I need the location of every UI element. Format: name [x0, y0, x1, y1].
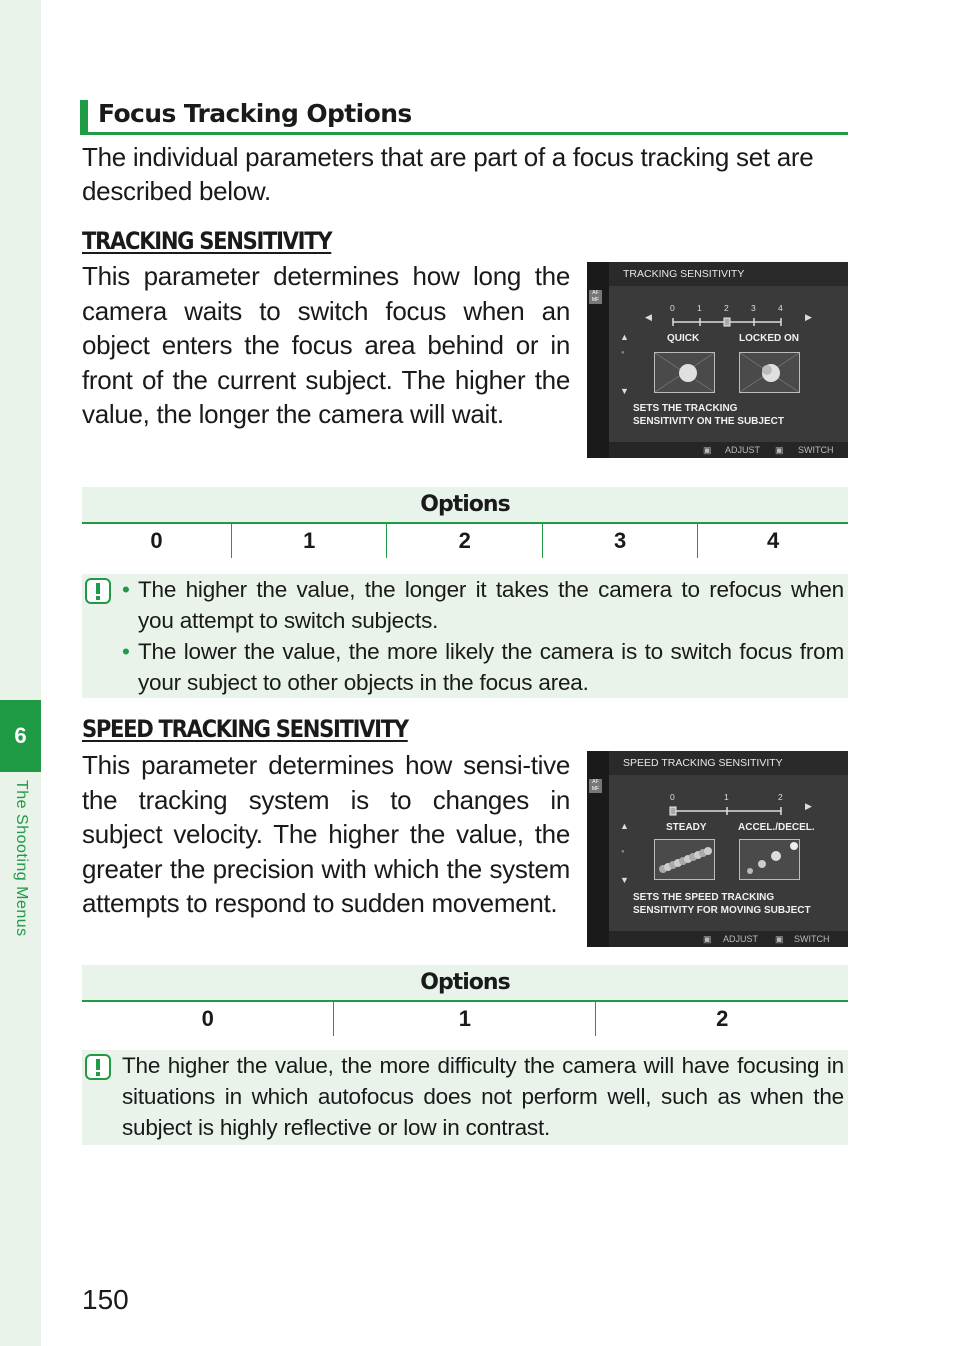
options-header: Options [82, 487, 848, 523]
caution-icon [85, 1054, 111, 1080]
left-arrow-icon: ◀ [645, 312, 652, 322]
scale-number: 2 [778, 792, 783, 802]
option-cell: 3 [542, 523, 697, 558]
caution-icon [85, 578, 111, 604]
note-text: The higher the value, the more difficulty the camera will have focusing in situations in which autofocus does not perform well, such as when the subject is highly reflective or low in contrast. [122, 1053, 844, 1140]
screen-title: TRACKING SENSITIVITY [609, 262, 848, 286]
scale-number: 3 [751, 303, 756, 313]
slider-handle [724, 318, 730, 326]
section-heading [80, 98, 848, 135]
right-arrow-icon: ▶ [805, 801, 812, 811]
speed-heading: SPEED TRACKING SENSITIVITY [82, 715, 408, 743]
heading-bar [80, 100, 88, 132]
accel-decel-label: ACCEL./DECEL. [738, 822, 815, 833]
tracking-screen-description: SETS THE TRACKING SENSITIVITY ON THE SUBJECT [633, 403, 784, 427]
slider-handle [670, 807, 676, 815]
sidebar [0, 0, 41, 1346]
up-arrow-icon: ▲ [620, 821, 629, 831]
chapter-tab: 6 [0, 700, 41, 772]
scale-number: 1 [724, 792, 729, 802]
option-cell: 1 [232, 523, 387, 558]
option-cell: 0 [82, 523, 232, 558]
scale-number: 4 [778, 303, 783, 313]
down-arrow-icon: ▼ [620, 875, 629, 885]
speed-body: This parameter determines how sensi-tive the tracking system is to changes in subject velocity. The higher the value, the greater the precision with which the system attempts to respond to sudden movement. [82, 750, 570, 918]
page-dot-icon: ● [621, 350, 625, 356]
locked-on-label: LOCKED ON [739, 333, 799, 344]
switch-icon: ▣ [775, 934, 784, 944]
steady-label: STEADY [666, 822, 707, 833]
up-arrow-icon: ▲ [620, 332, 629, 342]
scale-number: 0 [670, 303, 675, 313]
options-header: Options [82, 965, 848, 1001]
note-item: • The higher the value, the longer it takes the camera to refocus when you attempt to switch subjects. [122, 577, 844, 633]
tracking-scale [667, 314, 787, 330]
speed-screen-description: SETS THE SPEED TRACKING SENSITIVITY FOR MOVING SUBJECT [633, 892, 811, 916]
option-cell: 2 [716, 1006, 729, 1031]
option-cell: 1 [334, 1001, 596, 1036]
page-dot-icon: ● [621, 849, 625, 855]
speed-screen [587, 751, 848, 947]
tracking-heading: TRACKING SENSITIVITY [82, 227, 332, 255]
option-cell: 2 [387, 523, 542, 558]
screen-title: SPEED TRACKING SENSITIVITY [609, 751, 848, 775]
tracking-options-table [82, 487, 848, 558]
steady-illustration [654, 839, 715, 880]
locked-on-illustration [739, 352, 800, 393]
tracking-screen [587, 262, 848, 458]
quick-illustration [654, 352, 715, 393]
af-mf-icon: AF MF [589, 290, 602, 304]
speed-note [82, 1050, 848, 1145]
scale-number: 2 [724, 303, 729, 313]
switch-icon: ▣ [775, 445, 784, 455]
right-arrow-icon: ▶ [805, 312, 812, 322]
screen-footer: ▣ ADJUST ▣ SWITCH [609, 931, 848, 947]
page-number: 150 [82, 1284, 129, 1315]
option-cell: 0 [82, 1001, 334, 1036]
section-intro: The individual parameters that are part of a focus tracking set are described below. [82, 142, 814, 206]
af-mf-icon: AF MF [589, 779, 602, 793]
option-cell: 4 [767, 528, 780, 553]
tracking-note [82, 574, 848, 698]
chapter-title: The Shooting Menus [13, 780, 30, 937]
speed-options-table [82, 965, 848, 1036]
quick-label: QUICK [667, 333, 700, 344]
adjust-icon: ▣ [703, 445, 712, 455]
scale-number: 0 [670, 792, 675, 802]
adjust-icon: ▣ [703, 934, 712, 944]
tracking-body: This parameter determines how long the camera waits to switch focus when an object enters the focus area behind or in front of the current subject. The higher the value, the longer the camera will wait. [82, 261, 570, 429]
down-arrow-icon: ▼ [620, 386, 629, 396]
section-title: Focus Tracking Options [98, 99, 412, 128]
screen-footer: ▣ ADJUST ▣ SWITCH [609, 442, 848, 458]
scale-number: 1 [697, 303, 702, 313]
note-item: • The lower the value, the more likely the camera is to switch focus from your subject to other objects in the focus area. [122, 639, 844, 695]
accel-decel-illustration [739, 839, 800, 880]
speed-scale [667, 803, 787, 819]
